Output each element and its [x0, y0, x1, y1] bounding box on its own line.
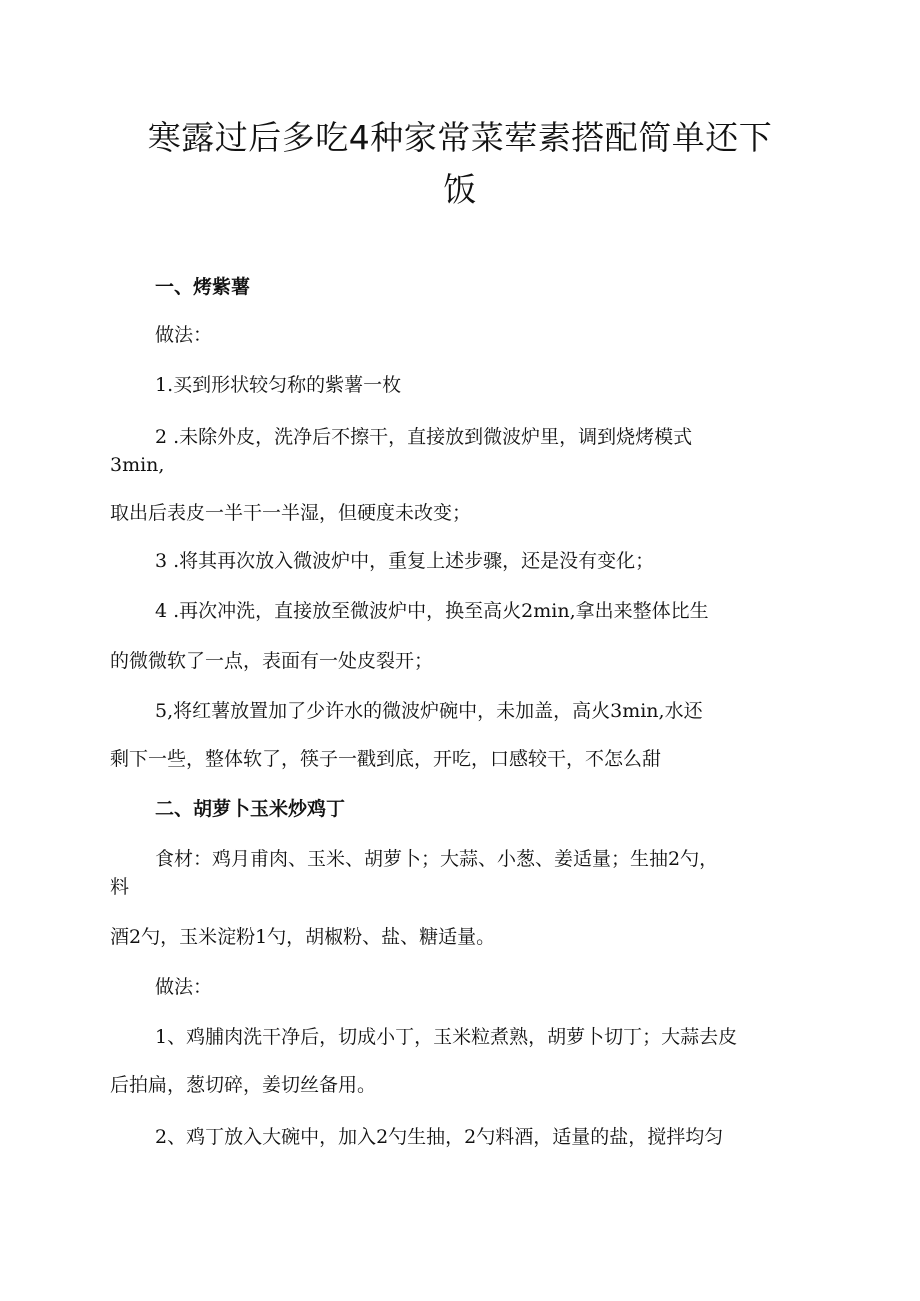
section-2-heading: 二、胡萝卜玉米炒鸡丁	[155, 798, 346, 820]
document-title	[110, 112, 810, 216]
section-1-step-2-continued: 3min,	[110, 454, 165, 476]
section-1-method-label: 做法：	[155, 324, 213, 346]
section-1-step-2-result: 取出后表皮一半干一半湿，但硬度未改变；	[110, 502, 472, 524]
section-2-step-1-continued: 后拍扁，葱切碎，姜切丝备用。	[110, 1074, 377, 1096]
section-2-method-label: 做法：	[155, 976, 213, 998]
section-1-step-1: 1.买到形状较匀称的紫薯一枚	[155, 374, 402, 396]
section-2-ingredients: 食材：鸡月甫肉、玉米、胡萝卜；大蒜、小葱、姜适量；生抽2勺，	[155, 848, 719, 870]
section-1-step-3: 3 .将其再次放入微波炉中，重复上述步骤，还是没有变化；	[155, 550, 655, 572]
section-2-ingredients-end: 酒2勺，玉米淀粉1勺，胡椒粉、盐、糖适量。	[110, 926, 496, 948]
section-1-step-4: 4 .再次冲洗，直接放至微波炉中，换至高火2min,拿出来整体比生	[155, 600, 709, 622]
section-2-step-1: 1、鸡脯肉洗干净后，切成小丁，玉米粒煮熟，胡萝卜切丁；大蒜去皮	[155, 1026, 738, 1048]
section-1-step-4-continued: 的微微软了一点，表面有一处皮裂开；	[110, 650, 434, 672]
section-1-heading: 一、烤紫薯	[155, 276, 251, 298]
title-line-2: 饭	[443, 170, 477, 209]
section-1-step-5-continued: 剩下一些，整体软了，筷子一戳到底，开吃，口感较干，不怎么甜	[110, 748, 662, 770]
section-1-step-5: 5,将红薯放置加了少许水的微波炉碗中，未加盖，高火3min,水还	[155, 700, 703, 722]
section-1-step-2: 2 .未除外皮，洗净后不擦干，直接放到微波炉里，调到烧烤模式	[155, 426, 693, 448]
title-line-1: 寒露过后多吃4种家常菜荤素搭配简单还下	[147, 118, 773, 157]
section-2-ingredients-continued: 料	[110, 876, 130, 898]
section-2-step-2: 2、鸡丁放入大碗中，加入2勺生抽，2勺料酒，适量的盐，搅拌均匀	[155, 1126, 724, 1148]
